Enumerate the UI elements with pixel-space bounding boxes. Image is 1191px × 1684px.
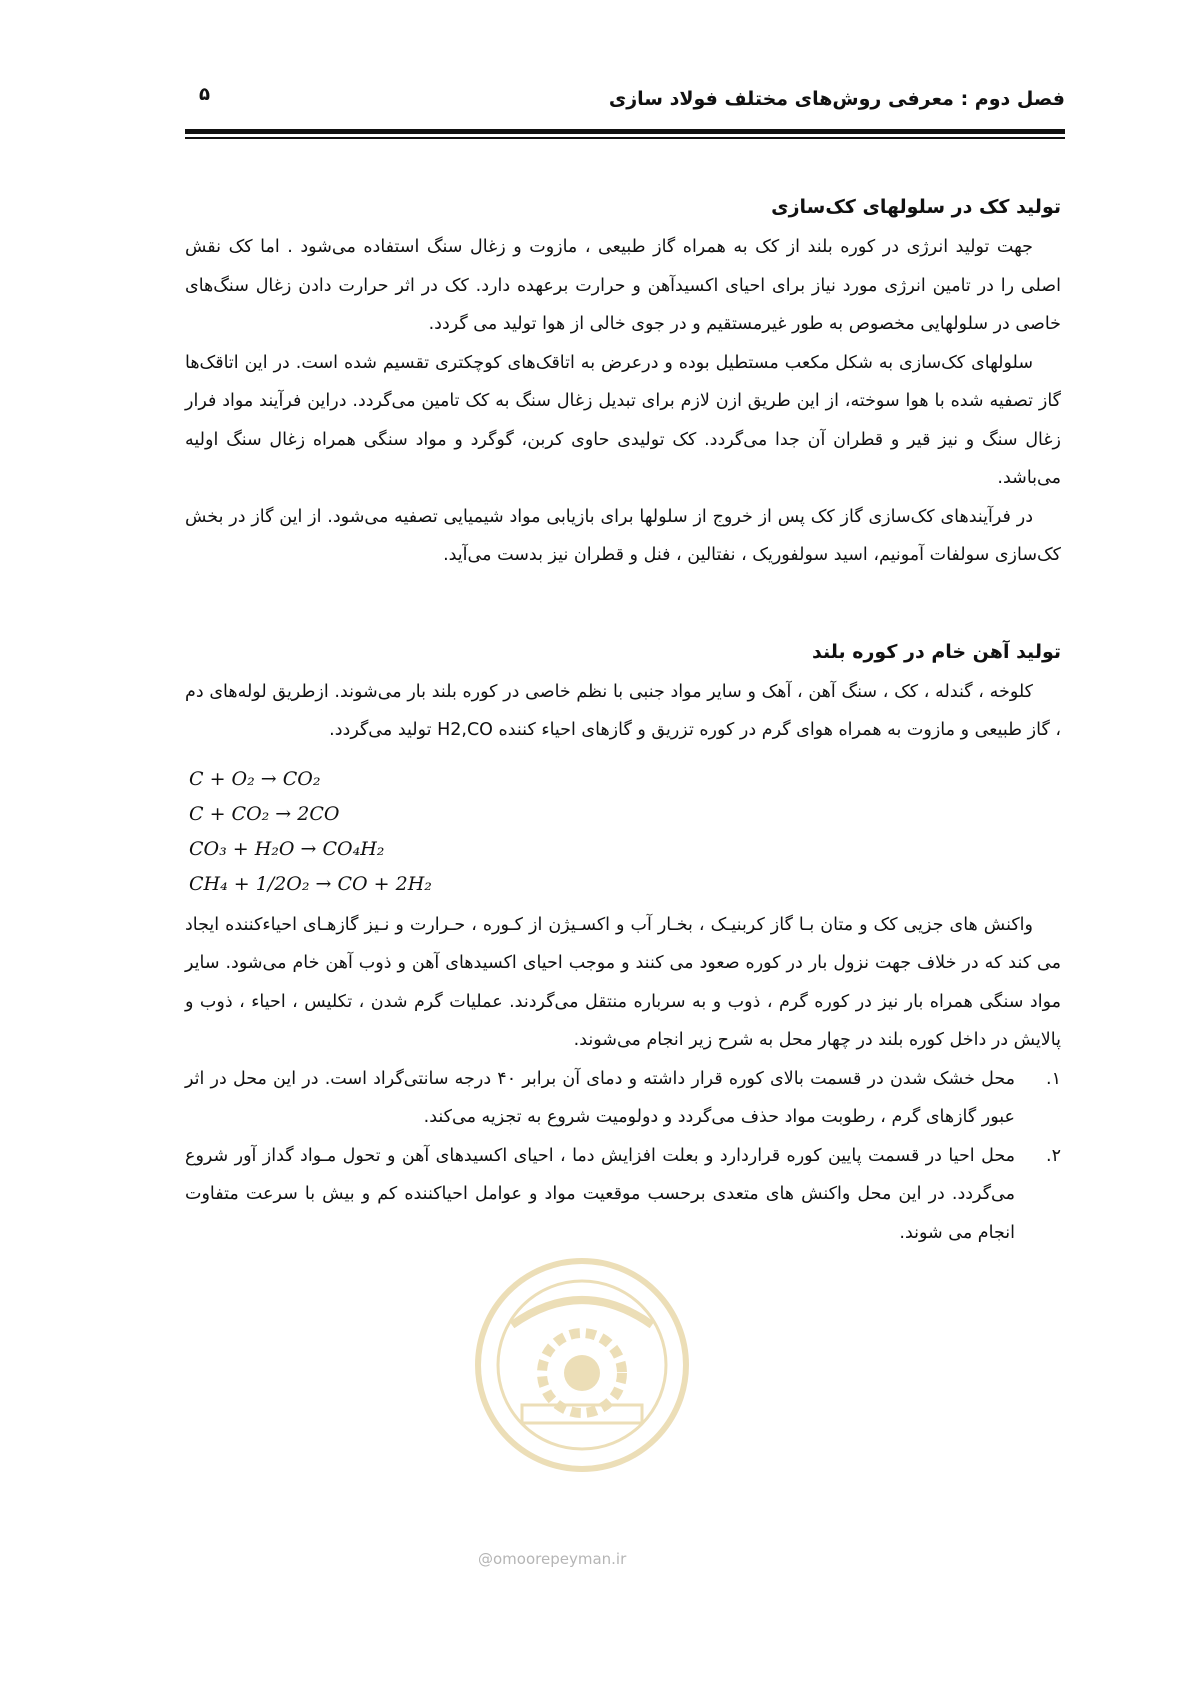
chapter-title: فصل دوم : معرفی روش‌های مختلف فولاد سازی <box>608 88 1065 110</box>
watermark-website: @omoorepeyman.ir <box>478 1550 627 1568</box>
list-item-text: محل خشک شدن در قسمت بالای کوره قرار داشته و دمای آن برابر ۴۰ درجه سانتی‌گراد است. در این محل در اثر عبور گازهای گرم ، رطوبت مواد حذف می‌گردد و دولومیت شروع به تجزیه می‌کند. <box>185 1068 1015 1127</box>
equation: CH₄ + 1/2O₂ → CO + 2H₂ <box>189 872 432 895</box>
paragraph: واکنش های جزیی کک و متان بـا گاز کربنیـک ، بخـار آب و اکسـیژن از کـوره ، حـرارت و نـیز گازهـای احیاءکننده ایجاد می کند که در خلاف جهت نزول بار در کوره صعود می کنند و موجب احیای اکسیدهای آهن و ذوب آهن خام می‌شود. سایر مواد سنگی همراه بار نیز در کوره گرم ، ذوب و به سرباره منتقل می‌گردند. عملیات گرم شدن ، تکلیس ، احیاء ، ذوب و پالایش در داخل کوره بلند در چهار محل به شرح زیر انجام می‌شوند. <box>185 914 1061 1050</box>
page-number: ۵ <box>199 84 210 105</box>
list-item <box>185 1137 1061 1253</box>
paragraph: جهت تولید انرژی در کوره بلند از کک به همراه گاز طبیعی ، مازوت و زغال سنگ استفاده می‌شود . اما کک نقش اصلی را در تامین انرژی مورد نیاز برای احیای اکسیدآهن و حرارت برعهده دارد. کک در اثر حرارت دادن زغال سنگ‌های خاصی در سلولهایی مخصوص به طور غیرمستقیم و در جوی خالی از هوا تولید می گردد. <box>185 237 1061 334</box>
page-content <box>185 188 1061 1252</box>
section-heading-coke: تولید کک در سلولهای کک‌سازی <box>771 196 1061 218</box>
watermark-logo-icon <box>472 1255 692 1475</box>
section-gap <box>185 575 1061 633</box>
equation: C + CO₂ → 2CO <box>189 802 340 825</box>
numbered-list <box>185 1060 1061 1253</box>
paragraph: کلوخه ، گندله ، کک ، سنگ آهن ، آهک و سایر مواد جنبی با نظم خاصی در کوره بلند بار می‌شوند. ازطریق لوله‌های دم ، گاز طبیعی و مازوت به همراه هوای گرم در کوره تزریق و گازهای احیاء کننده H2,CO تولید می‌گردد. <box>185 681 1061 740</box>
header-rule-thin <box>185 137 1065 139</box>
page-header <box>185 84 1065 122</box>
equation: C + O₂ → CO₂ <box>189 767 321 790</box>
paragraph: در فرآیندهای کک‌سازی گاز کک پس از خروج از سلولها برای بازیابی مواد شیمیایی تصفیه می‌شود. از این گاز در بخش کک‌سازی سولفات آمونیم، اسید سولفوریک ، نفتالین ، فنل و قطران نیز بدست می‌آید. <box>185 506 1061 565</box>
list-item-number: ۲. <box>1046 1145 1061 1166</box>
paragraph: سلولهای کک‌سازی به شکل مکعب مستطیل بوده و درعرض به اتاقک‌های کوچکتری تقسیم شده است. در این اتاقک‌ها گاز تصفیه شده با هوا سوخته، از این طریق ازن لازم برای تبدیل زغال سنگ به کک تامین می‌گردد. دراین فرآیند مواد فرار زغال سنگ و نیز قیر و قطران آن جدا می‌گردد. کک تولیدی حاوی کربن، گوگرد و مواد سنگی همراه زغال سنگ اولیه می‌باشد. <box>185 352 1061 488</box>
list-item-text: محل احیا در قسمت پایین کوره قراردارد و بعلت افزایش دما ، احیای اکسیدهای آهن و تحول مـواد گداز آور شروع می‌گردد. در این محل واکنش های متعدی برحسب موقعیت مواد و عوامل احیاکننده کم و بیش با سرعت متفاوت انجام می شوند. <box>185 1145 1015 1243</box>
list-item-number: ۱. <box>1046 1068 1061 1089</box>
equation: CO₃ + H₂O → CO₄H₂ <box>189 837 385 860</box>
list-item <box>185 1060 1061 1137</box>
header-rule-thick <box>185 129 1065 134</box>
chemical-equations <box>189 762 1061 902</box>
section-heading-pig-iron: تولید آهن خام در کوره بلند <box>812 640 1061 663</box>
